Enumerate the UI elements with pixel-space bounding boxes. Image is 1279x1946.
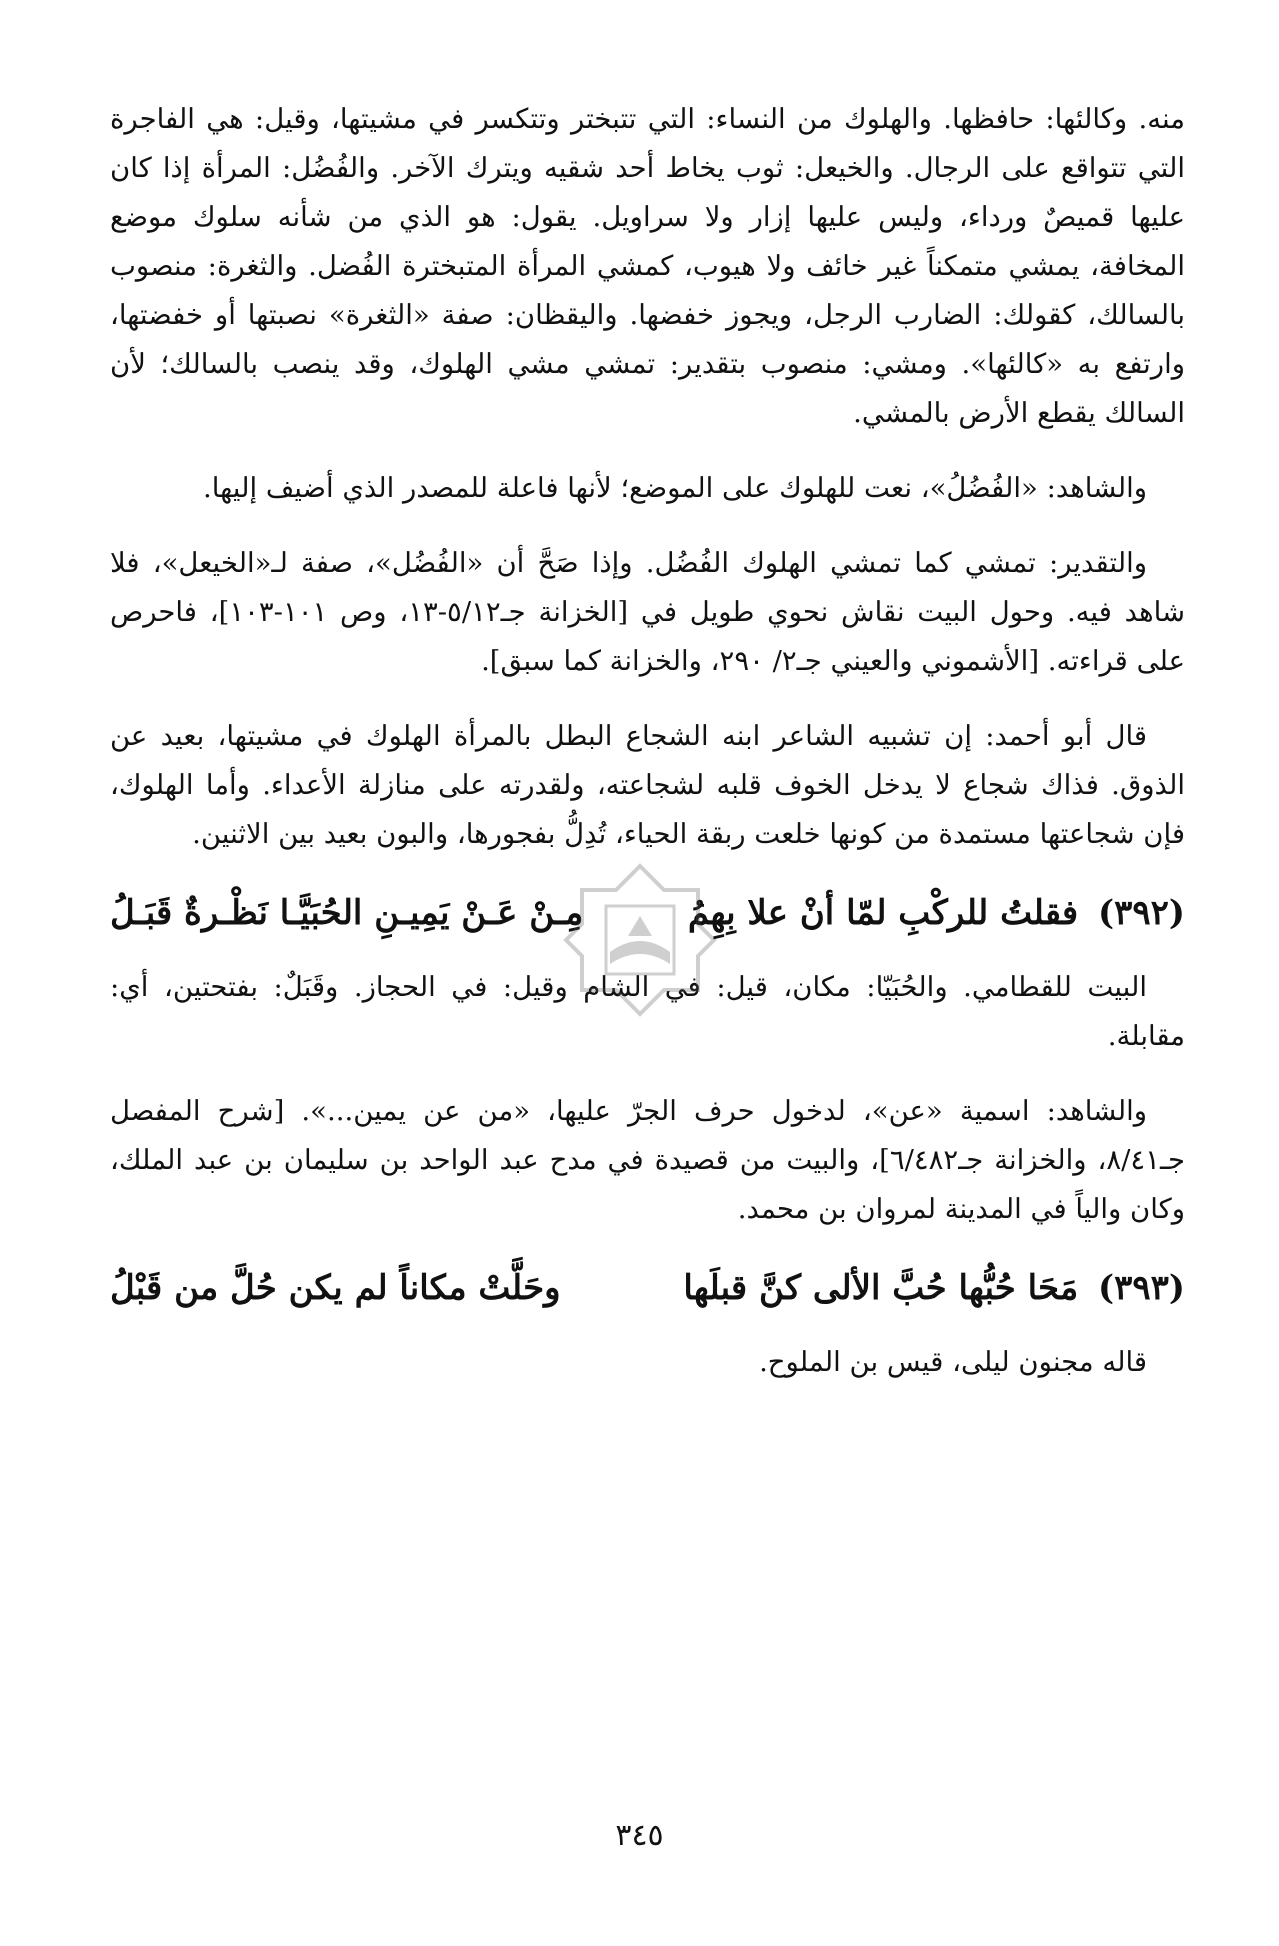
- page-number: ٣٤٥: [615, 1818, 664, 1853]
- witness-paragraph: والشاهد: «الفُضُلُ»، نعت للهلوك على الموضع؛ لأنها فاعلة للمصدر الذي أضيف إليها.: [202, 472, 1147, 504]
- library-watermark-icon: [560, 860, 720, 1020]
- verse-393-number: (٣٩٣): [1098, 1268, 1185, 1308]
- verse-392-commentary: البيت للقطامي. والحُبَيّا: مكان، قيل: في الشام وقيل: في الحجاز. وقَبَلٌ: بفتحتين، أي: مقابلة.: [110, 971, 1185, 1052]
- verse-392-second-hemistich: مِـنْ عَـنْ يَمِيـنِ الحُبَيَّـا نَظْـرةٌ قَبَـلُ: [110, 893, 584, 933]
- estimation-paragraph: والتقدير: تمشي كما تمشي الهلوك الفُضُل. وإذا صَحَّ أن «الفُضُل»، صفة لـ«الخيعل»، فلا شاهد فيه. وحول البيت نقاش نحوي طويل في [الخزانة جـ٥/١٢-١٣، وص ١٠١-١٠٣]، فاحرص على قراءته. [الأشموني والعيني جـ٢/ ٢٩٠، والخزانة كما سبق].: [110, 547, 1185, 677]
- verse-392-first-hemistich: [688, 885, 1185, 941]
- verse-392-witness: والشاهد: اسمية «عن»، لدخول حرف الجرّ عليها، «من عن يمين...». [شرح المفصل جـ٨/٤١، والخزانة جـ٦/٤٨٢]، والبيت من قصيدة في مدح عبد الواحد بن سليمان بن عبد الملك، وكان والياً في المدينة لمروان بن محمد.: [110, 1095, 1185, 1225]
- verse-393-second-hemistich: وحَلَّتْ مكاناً لم يكن حُلَّ من قَبْلُ: [110, 1268, 561, 1308]
- verse-393: [110, 1260, 1185, 1316]
- abu-ahmad-paragraph: قال أبو أحمد: إن تشبيه الشاعر ابنه الشجاع البطل بالمرأة الهلوك في مشيتها، بعيد عن الذوق. فذاك شجاع لا يدخل الخوف قلبه لشجاعته، ولقدرته على منازلة الأعداء. وأما الهلوك، فإن شجاعتها مستمدة من كونها خلعت ربقة الحياء، تُدِلُّ بفجورها، والبون بعيد بين الاثنين.: [110, 720, 1185, 850]
- commentary-paragraph-1: منه. وكالئها: حافظها. والهلوك من النساء: التي تتبختر وتتكسر في مشيتها، وقيل: هي الفاجرة التي تتواقع على الرجال. والخيعل: ثوب يخاط أحد شقيه ويترك الآخر. والفُضُل: المرأة إذا كان عليها قميصٌ ورداء، وليس عليها إزار ولا سراويل. يقول: هو الذي من شأنه سلوك موضع المخافة، يمشي متمكناً غير خائف ولا هيوب، كمشي المرأة المتبخترة الفُضل. والثغرة: منصوب بالسالك، كقولك: الضارب الرجل، ويجوز خفضها. واليقظان: صفة «الثغرة» نصبتها أو خفضتها، وارتفع به «كالئها». ومشي: منصوب بتقدير: تمشي مشي الهلوك، وقد ينصب بالسالك؛ لأن السالك يقطع الأرض بالمشي.: [110, 103, 1185, 429]
- verse-392-number: (٣٩٢): [1098, 893, 1185, 933]
- verse-392-first-text: فقلتُ للركْبِ لمّا أنْ علا بِهِمُ: [687, 893, 1079, 933]
- verse-393-first-text: مَحَا حُبُّها حُبَّ الألى كنَّ قبلَها: [683, 1268, 1079, 1308]
- page-body: [110, 95, 1185, 1413]
- verse-393-attribution: قاله مجنون ليلى، قيس بن الملوح.: [759, 1346, 1147, 1378]
- verse-393-first-hemistich: [683, 1260, 1185, 1316]
